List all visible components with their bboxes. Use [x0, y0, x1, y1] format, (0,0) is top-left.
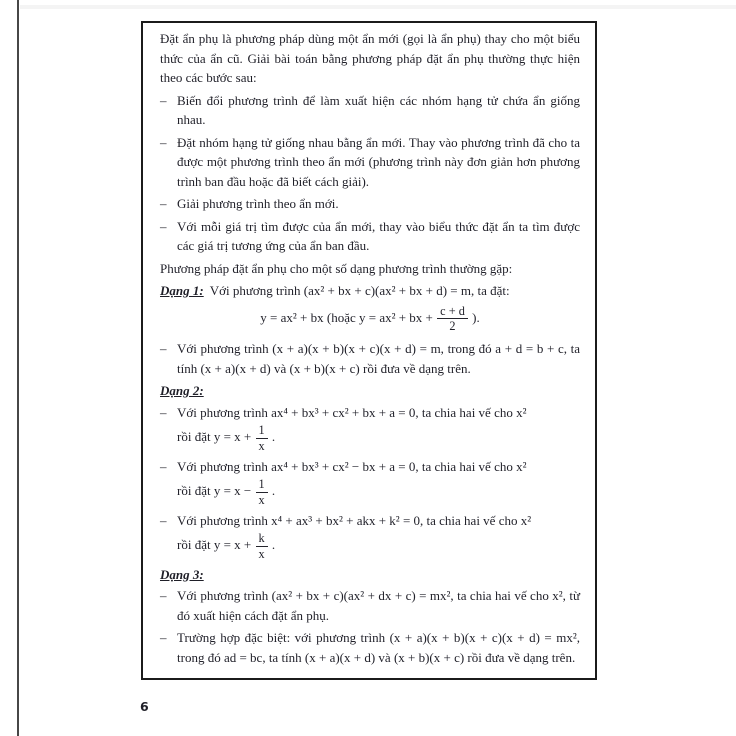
content-frame [141, 21, 597, 680]
dang2-item [160, 457, 580, 508]
step-text: Đặt nhóm hạng tử giống nhau bằng ẩn mới. Thay vào phương trình đã cho ta được một phương trình theo ẩn mới (phương trình này đơn giản hơn phương trình ban đầu hoặc đã biết cách giải). [177, 134, 580, 189]
dang3-label: Dạng 3: [160, 566, 204, 582]
bullet-dash: – [160, 630, 167, 645]
dang2-item-substitution [177, 477, 580, 508]
fraction-numerator: c + d [437, 304, 468, 320]
dang2-item-line1: Với phương trình ax⁴ + bx³ + cx² + bx + a = 0, ta chia hai vế cho x² [177, 404, 527, 420]
step-item [160, 91, 580, 130]
bullet-dash: – [160, 458, 167, 474]
bullet-dash: – [160, 588, 167, 603]
book-spine-line [17, 0, 19, 736]
fraction [256, 423, 268, 454]
bullet-dash: – [160, 196, 167, 211]
equation-suffix: . [268, 483, 276, 499]
step-text: Giải phương trình theo ẩn mới. [177, 196, 339, 211]
page-number: 6 [140, 699, 149, 714]
dang1-equation [160, 304, 580, 335]
dang2-item-substitution [177, 531, 580, 562]
step-text: Biến đổi phương trình để làm xuất hiện các nhóm hạng tử chứa ẩn giống nhau. [177, 92, 580, 127]
dang2-label: Dạng 2: [160, 383, 204, 398]
fraction [437, 304, 468, 335]
step-item [160, 194, 580, 214]
equation-prefix: rồi đặt y = x − [177, 483, 255, 499]
equation-prefix: y = ax² + bx (hoặc y = ax² + bx + [260, 309, 437, 325]
bullet-dash: – [160, 512, 167, 528]
dang1-note-text: Với phương trình (x + a)(x + b)(x + c)(x + d) = m, trong đó a + d = b + c, ta tính (x + a)(x + d) và (x + b)(x + c) rồi đưa về dạng trên. [177, 341, 580, 376]
fraction-denominator: x [258, 546, 265, 561]
dang3-item [160, 628, 580, 667]
fraction-numerator: 1 [256, 423, 268, 439]
dang2-heading [160, 381, 580, 401]
fraction-numerator: 1 [256, 477, 268, 493]
step-item [160, 217, 580, 256]
equation-prefix: rồi đặt y = x + [177, 537, 255, 553]
dang3-item-text: Với phương trình (ax² + bx + c)(ax² + dx + c) = mx², ta chia hai vế cho x², từ đó xuất hiện cách đặt ẩn phụ. [177, 588, 580, 623]
dang3-item [160, 586, 580, 625]
bullet-dash: – [160, 218, 167, 234]
equation-suffix: . [268, 537, 276, 553]
bullet-dash: – [160, 134, 167, 150]
fraction-denominator: x [258, 492, 265, 507]
dang2-item [160, 403, 580, 454]
step-text: Với mỗi giá trị tìm được của ẩn mới, thay vào biểu thức đặt ẩn ta tìm được các giá trị tương ứng của ẩn ban đầu. [177, 218, 580, 253]
fraction-numerator: k [256, 531, 268, 547]
fraction-denominator: 2 [449, 319, 456, 334]
equation-suffix: ). [468, 309, 480, 325]
bullet-dash: – [160, 404, 167, 420]
dang3-heading [160, 565, 580, 585]
fraction [256, 477, 268, 508]
fraction-denominator: x [258, 438, 265, 453]
dang2-item-line1: Với phương trình x⁴ + ax³ + bx² + akx + k² = 0, ta chia hai vế cho x² [177, 512, 532, 528]
bullet-dash: – [160, 92, 167, 108]
dang1-label: Dạng 1: [160, 283, 204, 298]
dang2-item-line1: Với phương trình ax⁴ + bx³ + cx² − bx + a = 0, ta chia hai vế cho x² [177, 458, 527, 474]
fraction [256, 531, 268, 562]
intro-paragraph: Đặt ẩn phụ là phương pháp dùng một ẩn mới (gọi là ẩn phụ) thay cho một biểu thức của ẩn cũ. Giải bài toán bằng phương pháp đặt ẩn phụ thường thực hiện theo các bước sau: [160, 31, 580, 85]
step-item [160, 133, 580, 192]
dang1-note-item [160, 339, 580, 378]
dang1-lead: Với phương trình (ax² + bx + c)(ax² + bx + d) = m, ta đặt: [209, 283, 510, 298]
dang1-heading [160, 281, 580, 301]
equation-prefix: rồi đặt y = x + [177, 429, 255, 445]
equation-suffix: . [268, 429, 276, 445]
bullet-dash: – [160, 341, 167, 356]
dang3-item-text: Trường hợp đặc biệt: với phương trình (x + a)(x + b)(x + c)(x + d) = mx², trong đó ad = bc, ta tính (x + a)(x + d) và (x + b)(x + c) rồi đưa về dạng trên. [177, 630, 580, 665]
dang2-item-substitution [177, 423, 580, 454]
dang2-item [160, 511, 580, 562]
scan-artifact [20, 5, 736, 9]
methods-heading: Phương pháp đặt ẩn phụ cho một số dạng phương trình thường gặp: [160, 260, 513, 276]
